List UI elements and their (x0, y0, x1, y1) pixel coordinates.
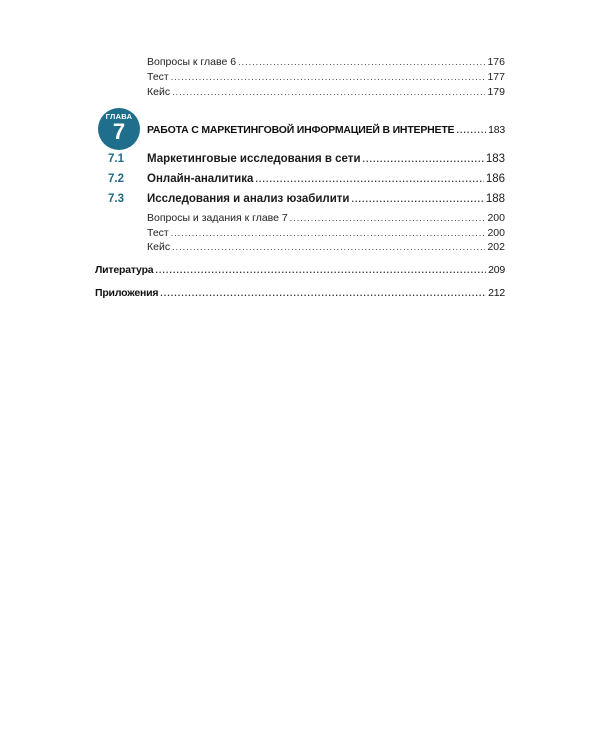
dot-leader (352, 194, 484, 204)
toc-entry-label: Кейс (147, 86, 171, 98)
section-number: 7.2 (108, 173, 124, 185)
toc-entry-page: 200 (487, 227, 505, 239)
dot-leader (171, 228, 486, 238)
chapter-title-page: 183 (488, 124, 505, 136)
dot-leader (172, 242, 485, 252)
section-label: Онлайн-аналитика (147, 173, 254, 185)
section-page: 186 (485, 173, 505, 185)
toc-section-entry[interactable] (147, 193, 505, 205)
toc-entry-page: 200 (487, 212, 505, 224)
toc-entry[interactable] (147, 241, 505, 253)
dot-leader (238, 57, 485, 67)
section-number: 7.3 (108, 193, 124, 205)
toc-entry-label: Тест (147, 227, 169, 239)
toc-entry[interactable] (147, 86, 505, 98)
toc-entry-label: Вопросы к главе 6 (147, 56, 237, 68)
dot-leader (255, 174, 483, 184)
section-number: 7.1 (108, 153, 124, 165)
toc-entry[interactable] (147, 212, 505, 224)
toc-entry-label: Вопросы и задания к главе 7 (147, 212, 288, 224)
chapter-badge (98, 108, 140, 150)
section-page: 183 (485, 153, 505, 165)
backmatter-label: Приложения (95, 287, 159, 299)
chapter-title: РАБОТА С МАРКЕТИНГОВОЙ ИНФОРМАЦИЕЙ В ИНТЕРНЕТЕ (147, 124, 455, 136)
toc-entry-page: 176 (487, 56, 505, 68)
section-label: Маркетинговые исследования в сети (147, 153, 361, 165)
toc-entry-page: 179 (487, 86, 505, 98)
chapter-title-entry[interactable] (147, 124, 505, 136)
toc-backmatter-entry[interactable] (95, 264, 505, 276)
backmatter-page: 209 (488, 264, 505, 276)
toc-entry[interactable] (147, 56, 505, 68)
backmatter-page: 212 (488, 287, 505, 299)
toc-entry-label: Тест (147, 71, 169, 83)
dot-leader (160, 288, 486, 298)
chapter-badge-number: 7 (112, 119, 126, 144)
toc-entry[interactable] (147, 227, 505, 239)
section-page: 188 (485, 193, 505, 205)
toc-entry-page: 202 (487, 241, 505, 253)
toc-entry[interactable] (147, 71, 505, 83)
toc-section-entry[interactable] (147, 153, 505, 165)
dot-leader (172, 87, 485, 97)
dot-leader (456, 125, 486, 135)
dot-leader (363, 154, 484, 164)
toc-entry-label: Кейс (147, 241, 171, 253)
chapter-badge-word: ГЛАВА (105, 112, 133, 121)
toc-section-entry[interactable] (147, 173, 505, 185)
toc-backmatter-entry[interactable] (95, 287, 505, 299)
dot-leader (155, 265, 486, 275)
backmatter-label: Литература (95, 264, 154, 276)
dot-leader (290, 213, 486, 223)
section-label: Исследования и анализ юзабилити (147, 193, 350, 205)
dot-leader (171, 72, 486, 82)
toc-entry-page: 177 (487, 71, 505, 83)
